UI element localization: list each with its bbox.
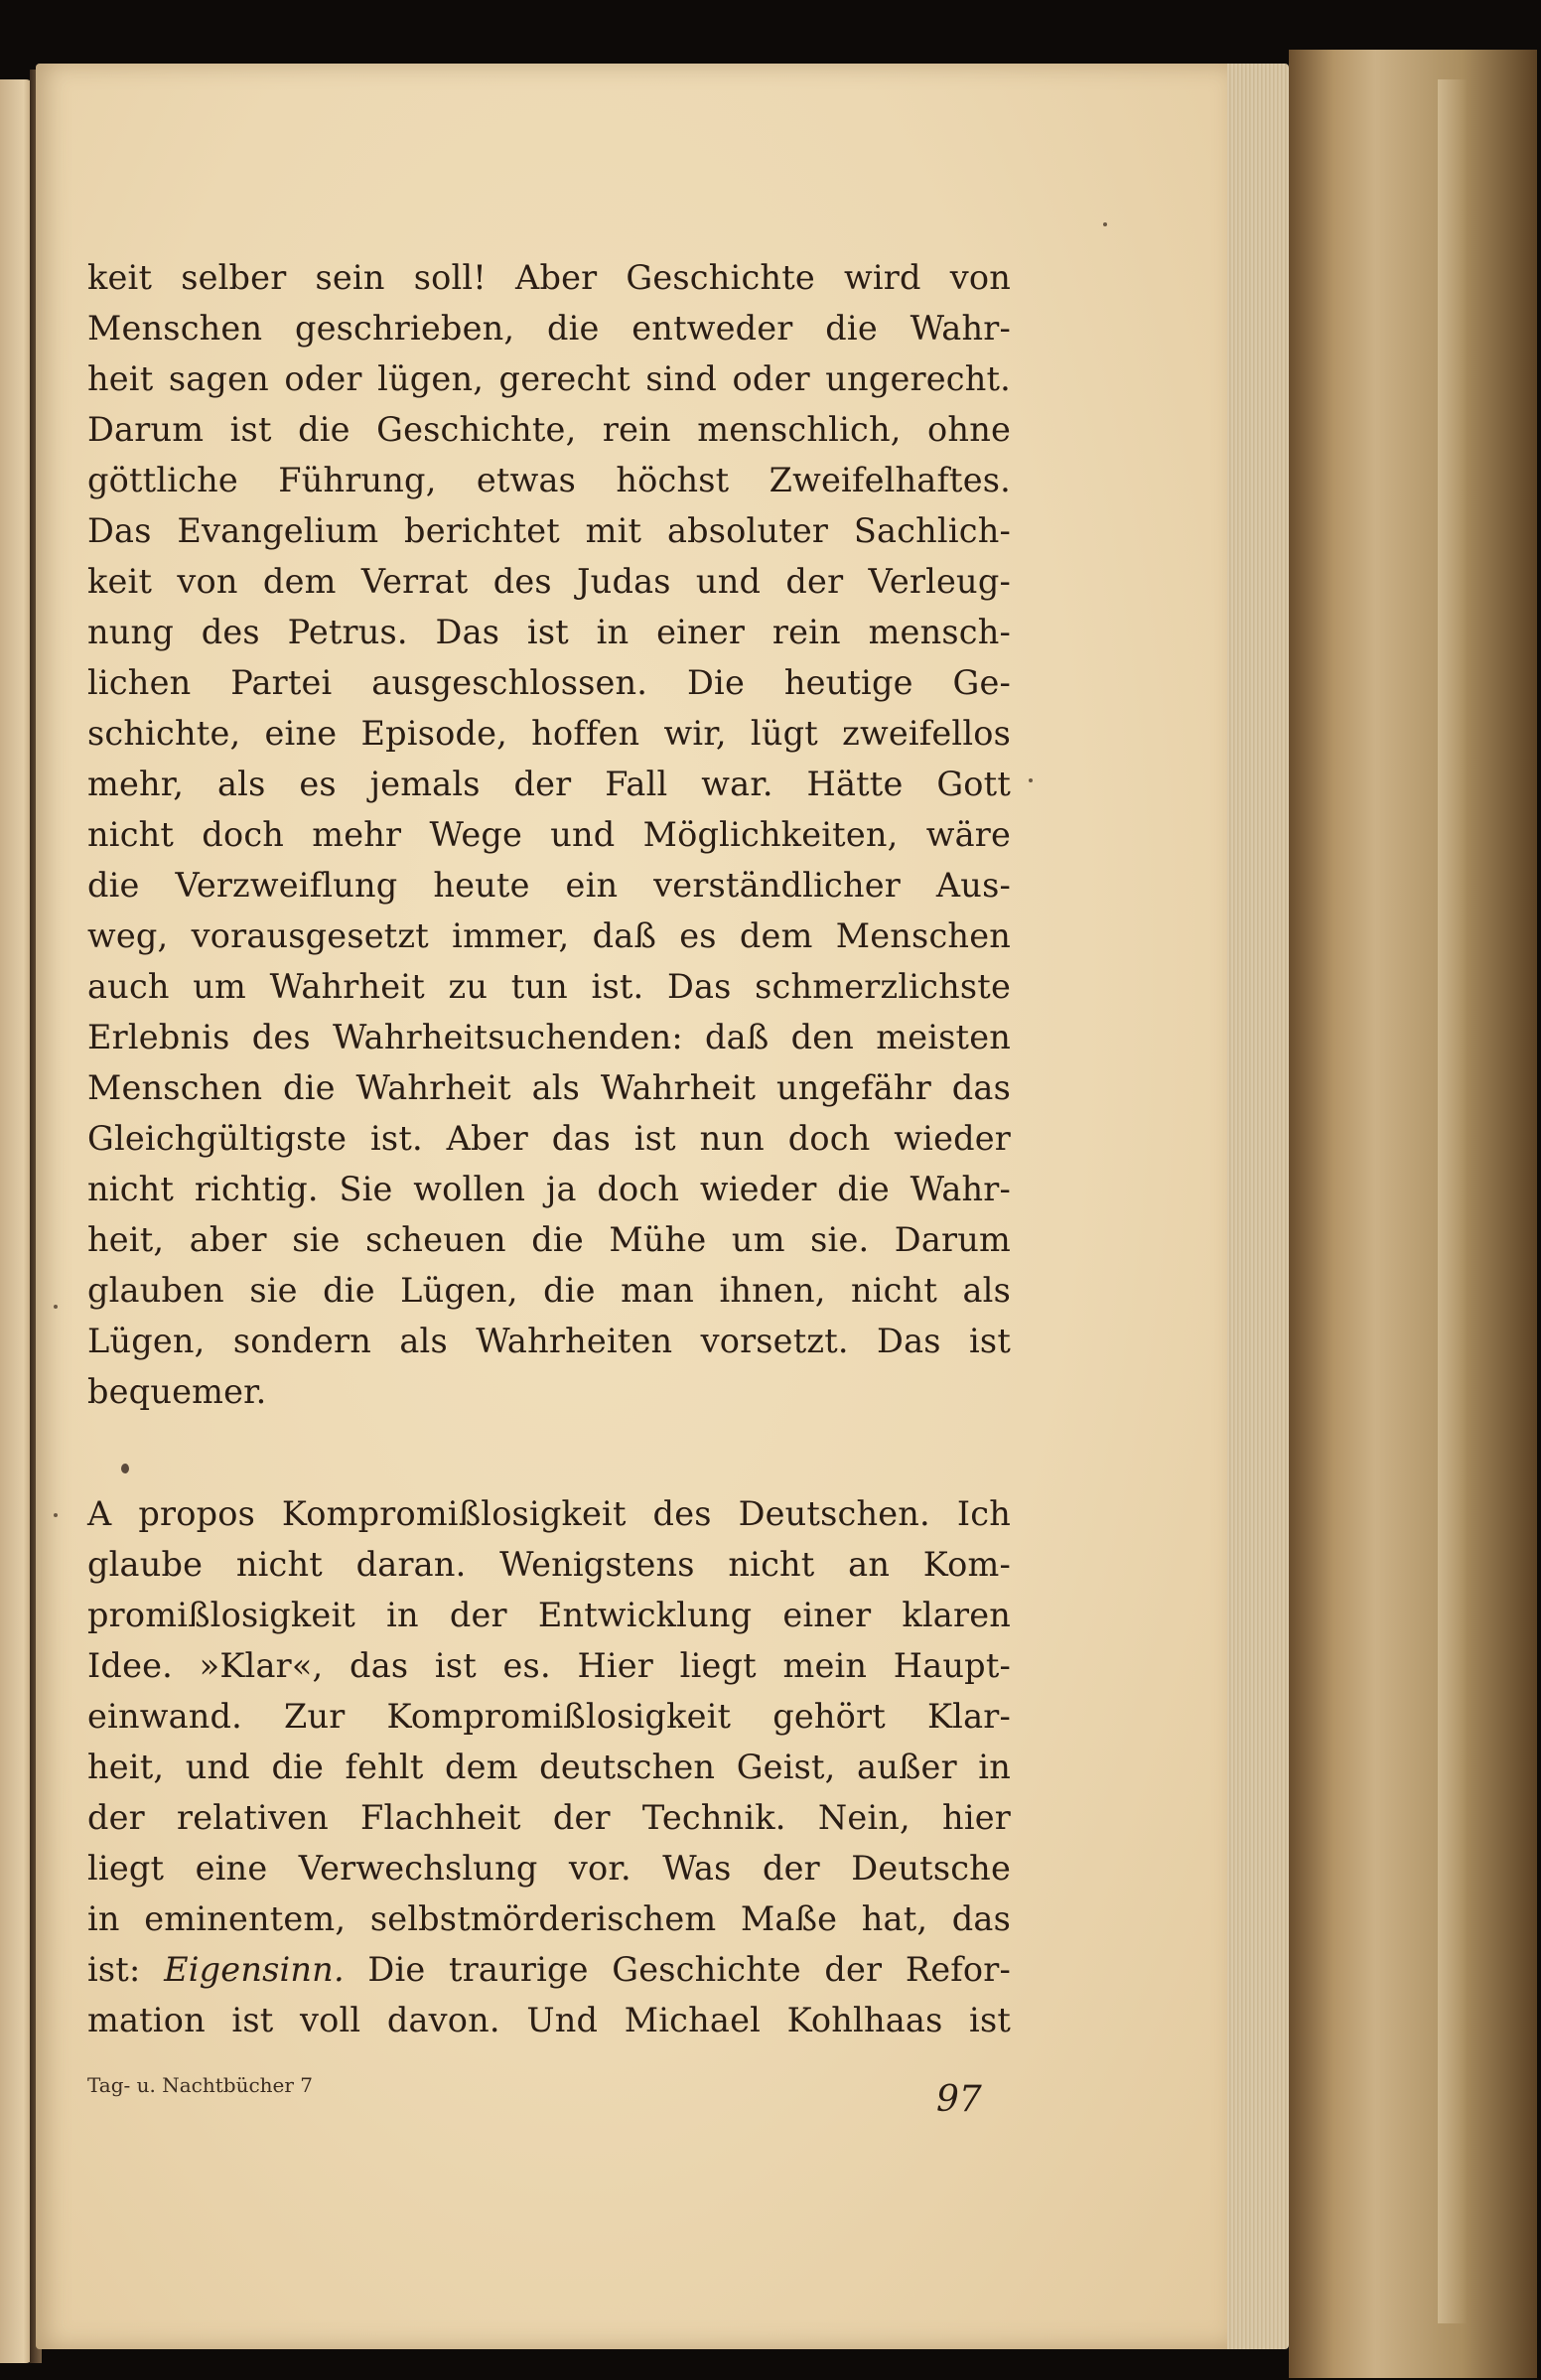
text-line: mehr, als es jemals der Fall war. Hätte Gott	[87, 765, 1011, 803]
section-mark-dot	[121, 1464, 129, 1473]
text-line: Das Evangelium berichtet mit absoluter Sachlich-	[87, 511, 1011, 550]
left-page-edge	[0, 79, 34, 2363]
text-line: keit selber sein soll! Aber Geschichte wird von	[87, 258, 1011, 297]
text-line: heit sagen oder lügen, gerecht sind oder ungerecht.	[87, 359, 1011, 398]
paper-speck	[54, 1305, 58, 1309]
line-text-before: ist:	[87, 1950, 165, 1989]
page-stack-edge	[1227, 64, 1289, 2349]
text-line: Gleichgültigste ist. Aber das ist nun doch wieder	[87, 1119, 1011, 1158]
text-line: heit, und die fehlt dem deutschen Geist, außer in	[87, 1748, 1011, 1786]
text-line: schichte, eine Episode, hoffen wir, lügt zweifellos	[87, 714, 1011, 753]
text-line: nicht richtig. Sie wollen ja doch wieder die Wahr-	[87, 1170, 1011, 1208]
body-text	[87, 252, 1011, 2045]
text-line: in eminentem, selbstmörderischem Maße hat, das	[87, 1899, 1011, 1938]
paper-speck	[1029, 778, 1033, 782]
signature-mark: Tag- u. Nachtbücher 7	[87, 2073, 314, 2097]
text-line: lichen Partei ausgeschlossen. Die heutige Ge-	[87, 663, 1011, 702]
text-line: A propos Kompromißlosigkeit des Deutschen. Ich	[87, 1494, 1011, 1533]
text-line: weg, vorausgesetzt immer, daß es dem Menschen	[87, 916, 1011, 955]
page-number: 97	[936, 2079, 982, 2120]
book-cover-edge	[1289, 50, 1537, 2378]
line-text-after: Die traurige Geschichte der Refor-	[344, 1950, 1011, 1989]
text-line: der relativen Flachheit der Technik. Nein, hier	[87, 1798, 1011, 1837]
text-line: Idee. »Klar«, das ist es. Hier liegt mein Haupt-	[87, 1646, 1011, 1685]
text-line: glauben sie die Lügen, die man ihnen, nicht als	[87, 1271, 1011, 1310]
italic-word: Eigensinn.	[164, 1950, 345, 1989]
text-line: glaube nicht daran. Wenigstens nicht an Kom-	[87, 1545, 1011, 1584]
text-line: die Verzweiflung heute ein verständlicher Aus-	[87, 866, 1011, 905]
text-line: promißlosigkeit in der Entwicklung einer klaren	[87, 1596, 1011, 1634]
paper-speck	[1103, 222, 1107, 226]
paper-speck	[54, 1513, 58, 1517]
text-line: Menschen die Wahrheit als Wahrheit ungefähr das	[87, 1068, 1011, 1107]
text-line: liegt eine Verwechslung vor. Was der Deutsche	[87, 1849, 1011, 1888]
text-line: Lügen, sondern als Wahrheiten vorsetzt. Das ist	[87, 1322, 1011, 1360]
text-line: heit, aber sie scheuen die Mühe um sie. Darum	[87, 1220, 1011, 1259]
page	[36, 64, 1227, 2349]
text-line: Menschen geschrieben, die entweder die Wahr-	[87, 309, 1011, 348]
text-line: Darum ist die Geschichte, rein menschlich, ohne	[87, 410, 1011, 449]
text-line: mation ist voll davon. Und Michael Kohlhaas ist	[87, 2001, 1011, 2039]
text-line: nicht doch mehr Wege und Möglichkeiten, wäre	[87, 815, 1011, 854]
text-line: einwand. Zur Kompromißlosigkeit gehört Klar-	[87, 1697, 1011, 1736]
text-line: göttliche Führung, etwas höchst Zweifelhaftes.	[87, 461, 1011, 499]
text-line-italic	[87, 1944, 1011, 1995]
text-line: Erlebnis des Wahrheitsuchenden: daß den meisten	[87, 1018, 1011, 1056]
text-line: bequemer.	[87, 1372, 267, 1411]
text-line: keit von dem Verrat des Judas und der Verleug-	[87, 562, 1011, 601]
paragraph-gap	[87, 1417, 1011, 1488]
text-line: nung des Petrus. Das ist in einer rein mensch-	[87, 613, 1011, 651]
text-line: auch um Wahrheit zu tun ist. Das schmerzlichste	[87, 967, 1011, 1006]
